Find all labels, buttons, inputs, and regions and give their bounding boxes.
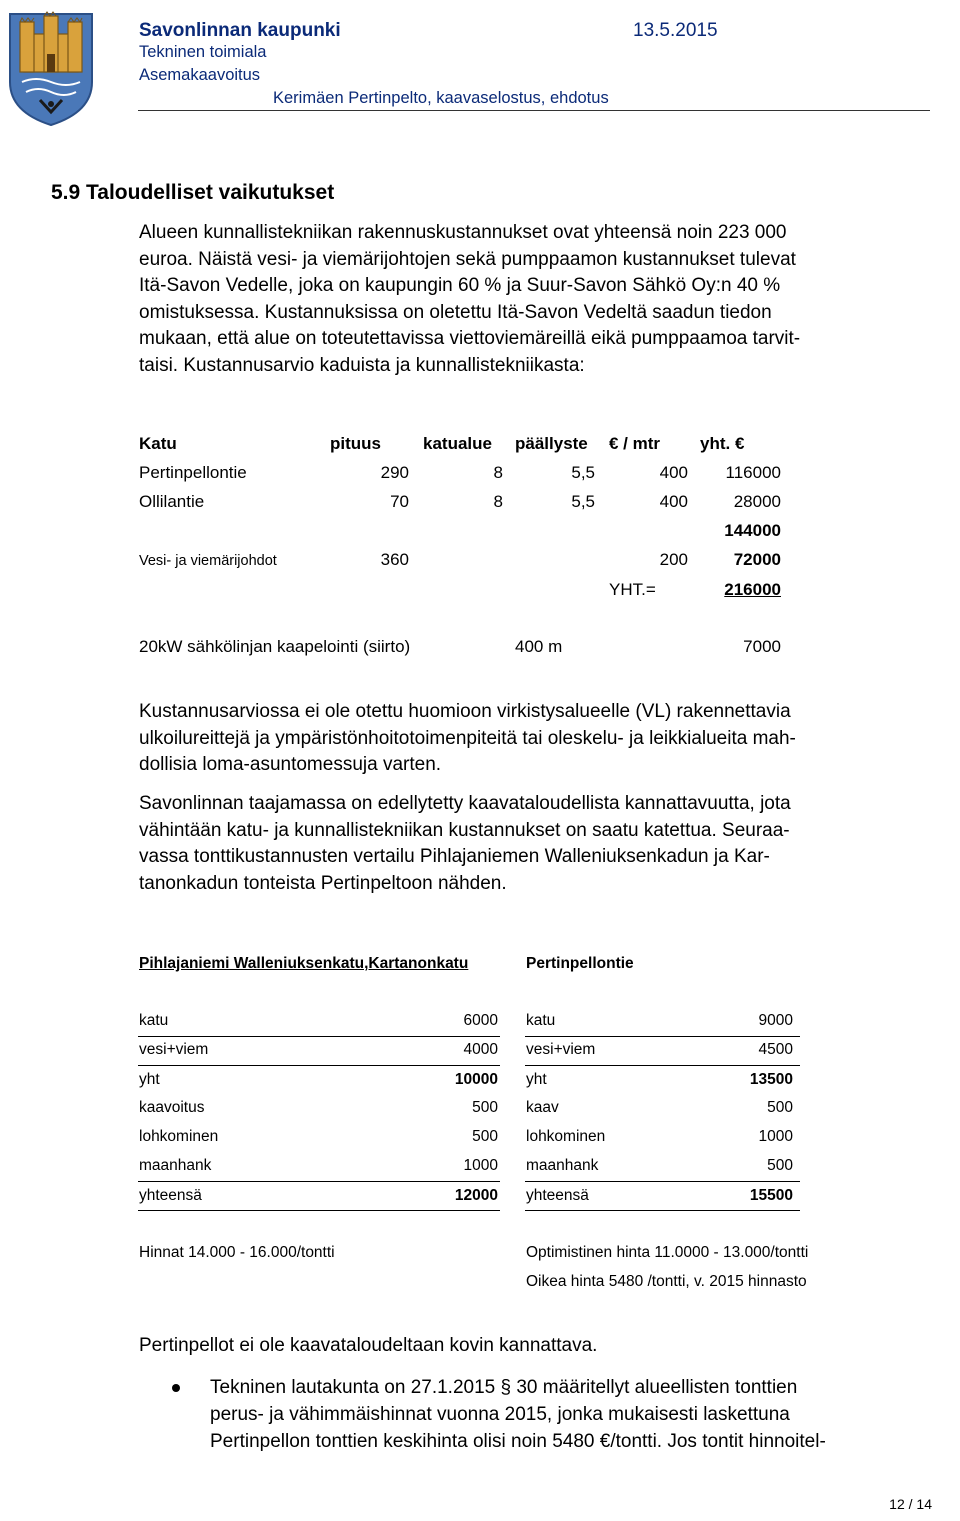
bullet-line: Pertinpellon tonttien keskihinta olisi noin 5480 €/tontti. Jos tontit hinnoitel- (210, 1431, 826, 1452)
note-line: vähintään katu- ja kunnallistekniikan kustannukset on saatu katettua. Seuraa- (139, 819, 790, 841)
comp-value: 500 (472, 1099, 498, 1116)
comp-label: maanhank (526, 1157, 599, 1174)
total-label: YHT.= (609, 580, 656, 599)
header-date: 13.5.2015 (633, 20, 718, 41)
power-length: 400 m (515, 637, 563, 656)
comparison-title: Pihlajaniemi Walleniuksenkatu,Kartanonkatu (139, 955, 469, 972)
table-cell: 72000 (733, 550, 781, 569)
price-note: Optimistinen hinta 11.0000 - 13.000/tontti (526, 1244, 809, 1261)
intro-line: taisi. Kustannusarvio kaduista ja kunnallistekniikasta: (139, 354, 585, 376)
row-divider (525, 1181, 800, 1182)
power-row-name: 20kW sähkölinjan kaapelointi (siirto) (139, 637, 411, 656)
table-cell: 400 (659, 492, 688, 511)
note-line: dollisia loma-asuntomessuja varten. (139, 754, 442, 775)
comp-value: 12000 (454, 1187, 498, 1204)
intro-line: omistuksessa. Kustannuksissa on oletettu Itä-Savon Vedeltä saadun tiedon (139, 301, 772, 323)
row-divider (525, 1210, 800, 1211)
note-line: Savonlinnan taajamassa on edellytetty kaavataloudellista kannattavuutta, jota (139, 793, 791, 814)
price-note: Hinnat 14.000 - 16.000/tontti (139, 1244, 335, 1261)
table-cell: 116000 (725, 463, 781, 482)
row-divider (138, 1036, 500, 1037)
row-divider (138, 1210, 500, 1211)
bullet-line: Tekninen lautakunta on 27.1.2015 § 30 määritellyt alueellisten tonttien (210, 1377, 798, 1398)
comp-label: yhteensä (139, 1187, 202, 1204)
comp-label: katu (139, 1012, 169, 1029)
row-divider (138, 1181, 500, 1182)
table-cell: 5,5 (571, 463, 595, 482)
table-cell: 70 (390, 492, 409, 511)
intro-line: euroa. Näistä vesi- ja viemärijohtojen sekä pumppaamon kustannukset tulevat (139, 248, 796, 270)
comp-value: 9000 (758, 1012, 793, 1029)
col-header: katualue (423, 434, 492, 453)
intro-line: Itä-Savon Vedelle, joka on kaupungin 60 % ja Suur-Savon Sähkö Oy:n 40 % (139, 275, 781, 296)
header-doc-title: Kerimäen Pertinpelto, kaavaselostus, ehdotus (273, 89, 609, 107)
intro-line: mukaan, että alue on toteutettavissa viettoviemäreillä eikä pumppaamoa tarvit- (139, 328, 801, 349)
comp-label: yhteensä (526, 1187, 589, 1204)
note-paragraph-2 (139, 791, 791, 897)
comp-value: 10000 (454, 1071, 498, 1088)
comp-value: 4000 (463, 1041, 498, 1058)
comp-label: kaavoitus (139, 1099, 205, 1116)
row-divider (525, 1065, 800, 1066)
table-cell: 290 (380, 463, 409, 482)
table-cell: 8 (493, 492, 503, 511)
col-header: yht. € (700, 434, 745, 453)
comp-label: vesi+viem (526, 1041, 596, 1058)
comp-label: lohkominen (526, 1128, 606, 1145)
comparison-title: Pertinpellontie (526, 955, 634, 972)
coat-of-arms-icon (6, 4, 96, 128)
page-number: 12 / 14 (889, 1496, 932, 1512)
note-line: tanonkadun tonteista Pertinpeltoon nähden. (139, 872, 507, 894)
table-cell: 28000 (733, 492, 781, 511)
col-header: Katu (139, 434, 177, 453)
comp-value: 500 (472, 1128, 498, 1145)
comp-value: 6000 (463, 1012, 498, 1029)
bullet-icon (172, 1384, 180, 1392)
comp-label: maanhank (139, 1157, 212, 1174)
comp-label: katu (526, 1012, 556, 1029)
note-line: vassa tonttikustannusten vertailu Pihlajaniemen Walleniuksenkadun ja Kar- (139, 846, 770, 867)
comp-value: 1000 (758, 1128, 793, 1145)
col-header: pituus (330, 434, 381, 453)
subtotal: 144000 (724, 521, 781, 540)
intro-line: Alueen kunnallistekniikan rakennuskustannukset ovat yhteensä noin 223 000 (139, 222, 787, 243)
row-divider (525, 1036, 800, 1037)
comp-label: lohkominen (139, 1128, 219, 1145)
header-rule (138, 110, 930, 111)
section-heading: 5.9 Taloudelliset vaikutukset (51, 181, 335, 204)
note-line: Kustannusarviossa ei ole otettu huomioon virkistysalueelle (VL) rakennettavia (139, 701, 791, 722)
comp-value: 15500 (749, 1187, 793, 1204)
comp-label: kaav (526, 1099, 559, 1116)
header-unit: Asemakaavoitus (139, 66, 261, 84)
col-header: päällyste (515, 434, 588, 453)
row-divider (138, 1065, 500, 1066)
col-header: € / mtr (609, 434, 661, 453)
header-org: Savonlinnan kaupunki (139, 20, 341, 41)
note-paragraph-1 (139, 699, 796, 779)
comp-value: 4500 (758, 1041, 793, 1058)
table-cell: 400 (659, 463, 688, 482)
bullet-line: perus- ja vähimmäishinnat vuonna 2015, jonka mukaisesti laskettuna (210, 1404, 790, 1425)
conclusion: Pertinpellot ei ole kaavataloudeltaan kovin kannattava. (139, 1335, 598, 1356)
power-cost: 7000 (743, 637, 781, 656)
price-note-actual: Oikea hinta 5480 /tontti, v. 2015 hinnasto (526, 1273, 807, 1290)
comp-label: yht (526, 1071, 547, 1088)
header-dept: Tekninen toimiala (139, 43, 267, 61)
water-row-name: Vesi- ja viemärijohdot (139, 553, 277, 569)
table-row-name: Pertinpellontie (139, 463, 247, 482)
table-cell: 200 (659, 550, 688, 569)
comp-value: 1000 (463, 1157, 498, 1174)
intro-paragraph (139, 220, 800, 379)
table-cell: 360 (380, 550, 409, 569)
table-cell: 8 (493, 463, 503, 482)
comp-value: 500 (767, 1157, 793, 1174)
bullet-text (210, 1374, 826, 1455)
table-row-name: Ollilantie (139, 492, 205, 511)
comp-value: 13500 (749, 1071, 793, 1088)
comp-label: vesi+viem (139, 1041, 209, 1058)
comp-label: yht (139, 1071, 160, 1088)
table-cell: 5,5 (571, 492, 595, 511)
comp-value: 500 (767, 1099, 793, 1116)
note-line: ulkoilureittejä ja ympäristönhoitotoimenpiteitä tai oleskelu- ja leikkialueita mah- (139, 727, 796, 749)
grand-total: 216000 (724, 580, 781, 599)
